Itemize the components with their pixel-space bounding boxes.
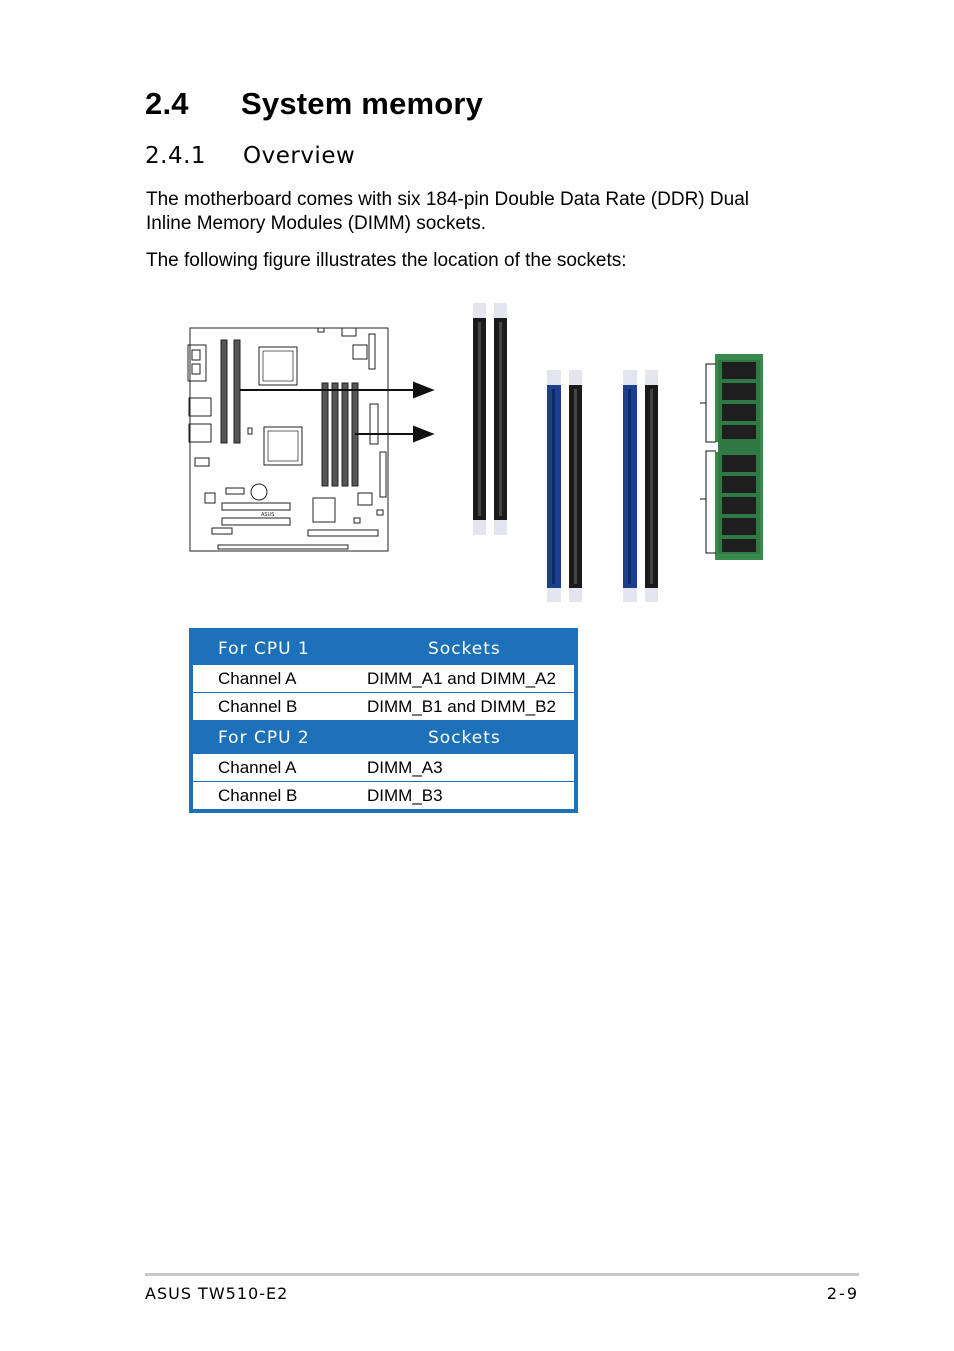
table-cell: DIMM_B1 and DIMM_B2 <box>367 693 576 721</box>
table-row <box>191 693 576 721</box>
dimm-socket-figure <box>0 290 954 615</box>
column-header: Sockets <box>367 721 576 755</box>
table-header-row <box>191 721 576 755</box>
dimm-socket <box>569 370 582 602</box>
dimm-socket <box>473 303 486 535</box>
subsection-number: 2.4.1 <box>145 143 207 169</box>
table-header-row <box>191 630 576 665</box>
table-cell: Channel A <box>191 665 367 693</box>
dimm-module <box>700 354 763 560</box>
table-cell: Channel A <box>191 754 367 782</box>
table-cell: Channel B <box>191 693 367 721</box>
section-title: System memory <box>241 86 484 121</box>
dimm-socket <box>494 303 507 535</box>
table-row <box>191 665 576 693</box>
dimm-socket <box>547 370 561 602</box>
subsection-heading <box>145 143 355 169</box>
cpu-dimm-socket-table <box>189 628 578 813</box>
column-header: For CPU 2 <box>191 721 367 755</box>
footer-divider <box>145 1273 859 1276</box>
table-row <box>191 782 576 812</box>
table-row <box>191 754 576 782</box>
subsection-title: Overview <box>243 143 356 169</box>
dimm-socket <box>645 370 658 602</box>
section-heading <box>145 86 483 122</box>
column-header: For CPU 1 <box>191 630 367 665</box>
table-cell: Channel B <box>218 785 298 805</box>
board-logo: ASUS <box>261 512 275 518</box>
dimm-socket <box>623 370 637 602</box>
section-number: 2.4 <box>145 86 189 121</box>
table-cell: DIMM_B3 <box>367 785 443 805</box>
table-cell: DIMM_A1 and DIMM_A2 <box>367 665 576 693</box>
board-dimm-slots <box>221 340 358 486</box>
dimm-sockets <box>473 303 658 602</box>
column-header: Sockets <box>367 630 576 665</box>
figure-caption-paragraph: The following figure illustrates the location of the sockets: <box>146 250 627 271</box>
page-number: 2-9 <box>826 1284 859 1303</box>
footer-product-name: ASUS TW510-E2 <box>145 1284 289 1303</box>
table-cell: DIMM_A3 <box>367 754 576 782</box>
intro-paragraph: The motherboard comes with six 184-pin Double Data Rate (DDR) Dual Inline Memory Modules (DIMM) sockets. <box>146 189 749 234</box>
